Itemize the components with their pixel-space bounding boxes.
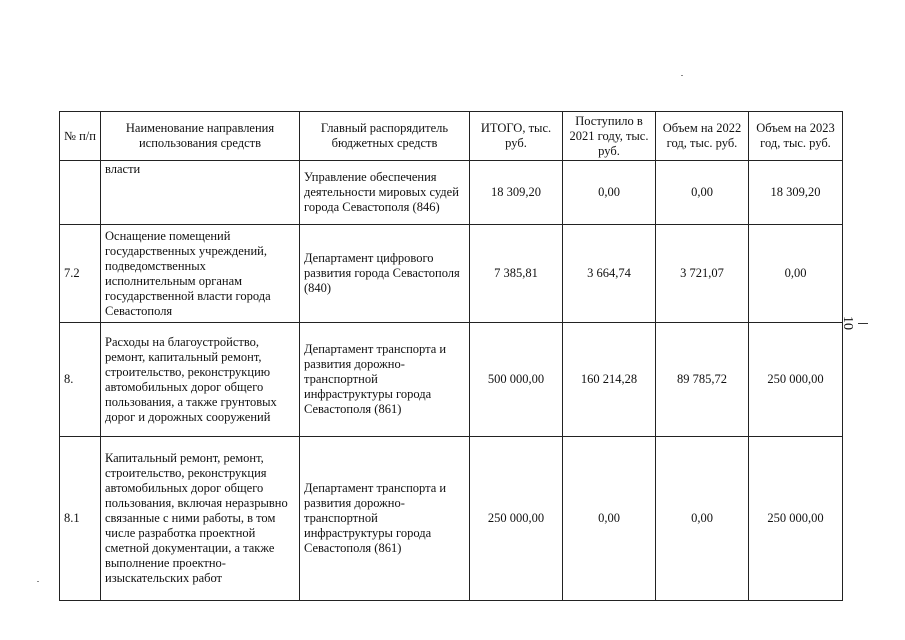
header-name: Наименование направления использования средств <box>101 112 300 161</box>
row-2021: 160 214,28 <box>563 323 656 437</box>
row-num: 7.2 <box>60 225 101 323</box>
row-admin: Департамент транспорта и развития дорожно-транспортной инфраструктуры города Севастополя (861) <box>300 437 470 601</box>
header-2021: Поступило в 2021 году, тыс. руб. <box>563 112 656 161</box>
row-name: власти <box>101 161 300 225</box>
table-row <box>60 225 843 323</box>
row-2023: 250 000,00 <box>749 323 843 437</box>
row-2022: 89 785,72 <box>656 323 749 437</box>
row-total: 18 309,20 <box>470 161 563 225</box>
row-admin: Департамент цифрового развития города Севастополя (840) <box>300 225 470 323</box>
row-total: 7 385,81 <box>470 225 563 323</box>
row-name: Капитальный ремонт, ремонт, строительство, реконструкция автомобильных дорог общего пользования, включая неразрывно связанные с ними работы, в том числе разработка проектной сметной документации, а также выполнение проектно-изыскательских работ <box>101 437 300 601</box>
table-row <box>60 437 843 601</box>
header-admin: Главный распорядитель бюджетных средств <box>300 112 470 161</box>
row-2021: 3 664,74 <box>563 225 656 323</box>
page-number: 10 <box>840 316 855 330</box>
header-total: ИТОГО, тыс. руб. <box>470 112 563 161</box>
header-num: № п/п <box>60 112 101 161</box>
header-2022: Объем на 2022 год, тыс. руб. <box>656 112 749 161</box>
header-2023: Объем на 2023 год, тыс. руб. <box>749 112 843 161</box>
row-total: 250 000,00 <box>470 437 563 601</box>
row-2021: 0,00 <box>563 437 656 601</box>
table-row <box>60 161 843 225</box>
row-total: 500 000,00 <box>470 323 563 437</box>
budget-table <box>59 111 843 601</box>
row-2023: 0,00 <box>749 225 843 323</box>
row-2022: 3 721,07 <box>656 225 749 323</box>
row-2022: 0,00 <box>656 161 749 225</box>
row-admin: Управление обеспечения деятельности мировых судей города Севастополя (846) <box>300 161 470 225</box>
margin-tick-mark <box>858 323 868 324</box>
table-header-row <box>60 112 843 161</box>
row-name: Расходы на благоустройство, ремонт, капитальный ремонт, строительство, реконструкцию автомобильных дорог общего пользования, а также грунтовых дорог и дорожных сооружений <box>101 323 300 437</box>
row-num: 8. <box>60 323 101 437</box>
row-name: Оснащение помещений государственных учреждений, подведомственных исполнительным органам государственной власти города Севастополя <box>101 225 300 323</box>
table-row <box>60 323 843 437</box>
scan-speck <box>37 581 39 582</box>
row-2023: 250 000,00 <box>749 437 843 601</box>
row-2023: 18 309,20 <box>749 161 843 225</box>
row-2022: 0,00 <box>656 437 749 601</box>
row-num: 8.1 <box>60 437 101 601</box>
row-2021: 0,00 <box>563 161 656 225</box>
row-num <box>60 161 101 225</box>
scan-speck <box>681 75 683 76</box>
row-admin: Департамент транспорта и развития дорожно-транспортной инфраструктуры города Севастополя (861) <box>300 323 470 437</box>
